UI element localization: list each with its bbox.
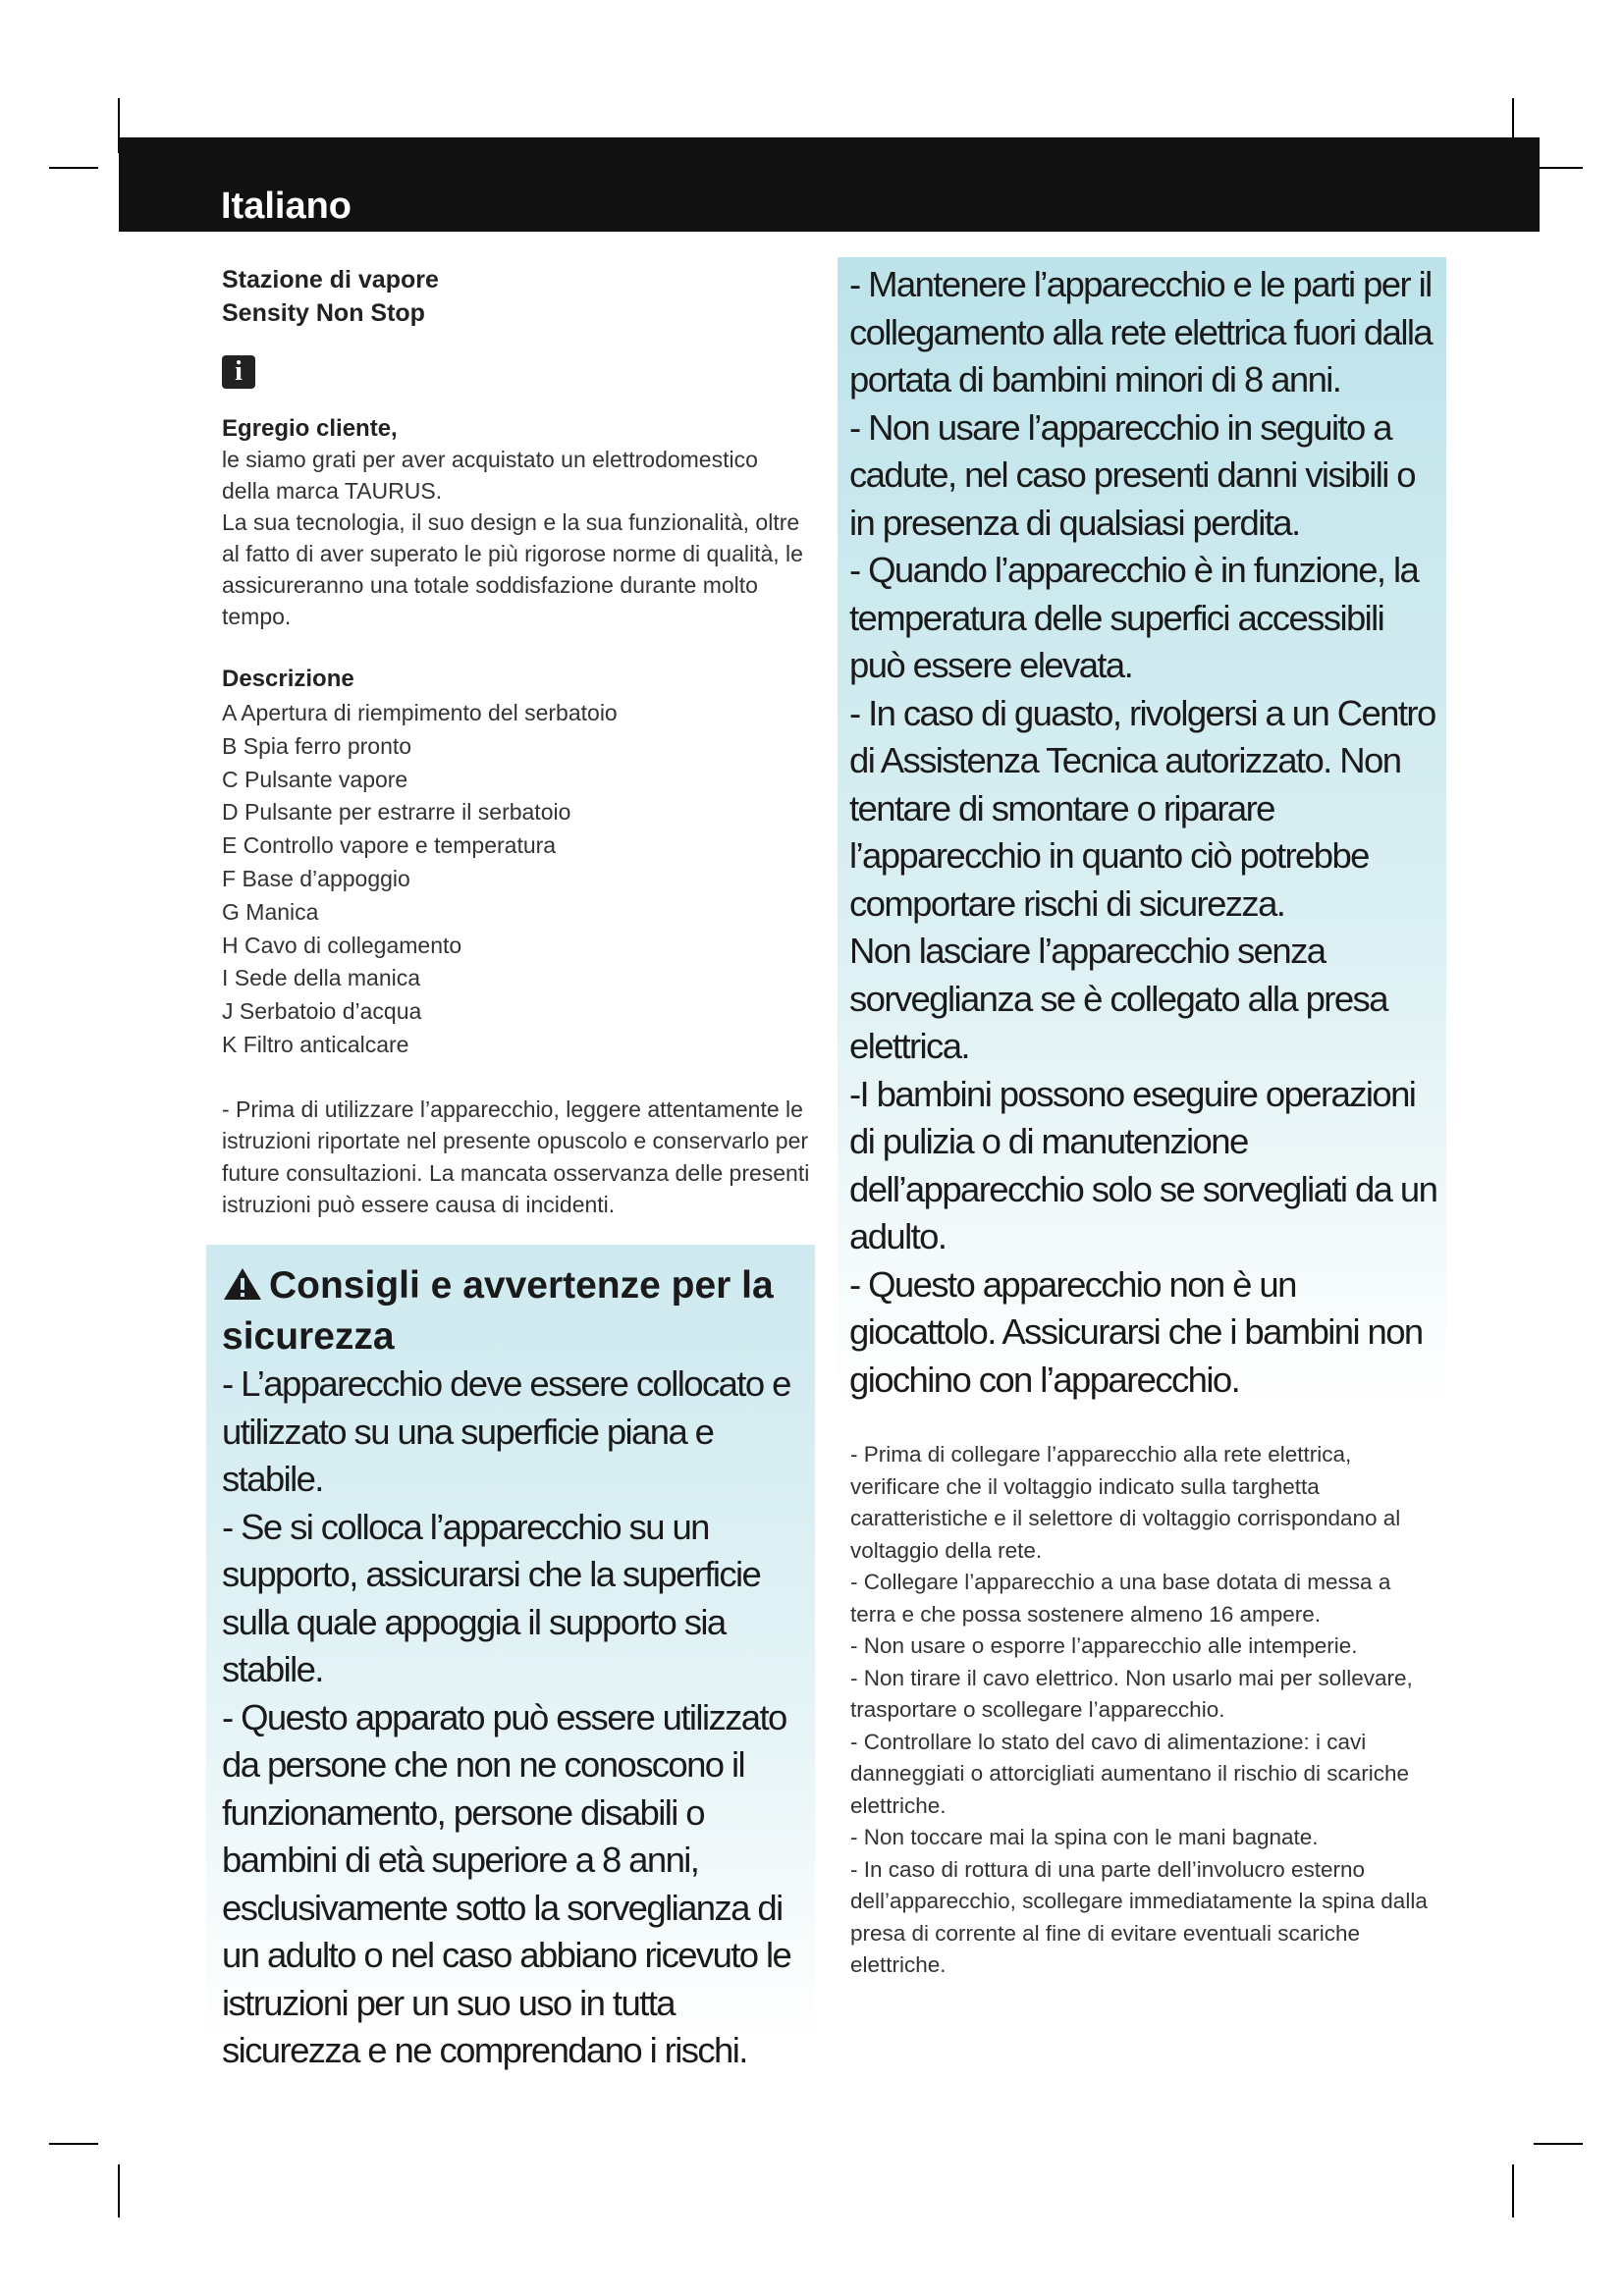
warning-icon [222,1266,263,1313]
safety-item: - Mantenere l’apparecchio e le parti per il collegamento alla rete elettrica fuori dalla portata di bambini minori di 8 anni. [849,264,1433,400]
electrical-safety-item: - Collegare l’apparecchio a una base dotata di messa a terra e che possa sostenere almeno 16 ampere. [850,1570,1391,1627]
crop-mark [1512,2164,1514,2217]
description-item: I Sede della manica [222,965,421,991]
electrical-safety-item: - In caso di rottura di una parte dell’involucro esterno dell’apparecchio, scollegare immediatamente la spina dalla presa di corrente al fine di evitare eventuali scariche elettriche. [850,1856,1428,1977]
description-item: E Controllo vapore e temperatura [222,832,557,859]
safety-box-right [838,257,1446,1406]
product-type: Stazione di vapore [222,266,439,294]
description-item: D Pulsante per estrarre il serbatoio [222,799,571,826]
safety-item: - L’apparecchio deve essere collocato e utilizzato su una superficie piana e stabile. [222,1363,790,1499]
read-instructions-text: - Prima di utilizzare l’apparecchio, leggere attentamente le istruzioni riportate nel presente opuscolo e conservarlo per future consultazioni. La mancata osservanza delle presenti istruzioni può essere causa di incidenti. [222,1095,810,1218]
language-title: Italiano [221,186,352,227]
description-item: K Filtro anticalcare [222,1031,409,1057]
safety-item: - Questo apparato può essere utilizzato da persone che non ne conoscono il funzionamento, persone disabili o bambini di età superiore a 8 anni, esclusivamente sotto la sorveglianza di un adulto o nel caso abbiano ricevuto le istruzioni per un suo uso in tutta sicurezza e ne comprendano i rischi. [222,1696,791,2070]
description-list [222,697,811,1062]
greeting: Egregio cliente, [222,415,398,442]
description-item: H Cavo di collegamento [222,932,462,958]
safety-item: - In caso di guasto, rivolgersi a un Centro di Assistenza Tecnica autorizzato. Non tentare di smontare o riparare l’apparecchio in quanto ciò potrebbe comportare rischi di sicurezza. [849,692,1435,924]
product-model: Sensity Non Stop [222,299,425,327]
safety-list-left [222,1361,811,2075]
description-title: Descrizione [222,666,354,692]
safety-item: - Non usare l’apparecchio in seguito a cadute, nel caso presenti danni visibili o in presenza di qualsiasi perdita. [849,406,1415,543]
description-item: G Manica [222,898,319,925]
left-column [222,263,811,1244]
intro-paragraph-1: le siamo grati per aver acquistato un elettrodomestico della marca TAURUS. [222,447,758,504]
safety-list-right [849,261,1444,1404]
electrical-safety-item: - Non toccare mai la spina con le mani bagnate. [850,1825,1319,1849]
safety-item: -I bambini possono eseguire operazioni di pulizia o di manutenzione dell’apparecchio solo se sorvegliati da un adulto. [849,1073,1437,1256]
intro-paragraph-2: La sua tecnologia, il suo design e la sua funzionalità, oltre al fatto di aver superato le più rigorose norme di qualità, le assicureranno una totale soddisfazione durante molto tempo. [222,509,803,629]
crop-mark [49,167,98,169]
description-item: A Apertura di riempimento del serbatoio [222,700,618,725]
description-item: C Pulsante vapore [222,766,408,792]
description-item: J Serbatoio d’acqua [222,998,422,1025]
description-item: F Base d’appoggio [222,865,410,891]
safety-heading [222,1262,811,1361]
electrical-safety-item: - Prima di collegare l’apparecchio alla rete elettrica, verificare che il voltaggio indicato sulla targhetta caratteristiche e il selettore di voltaggio corrispondano al voltaggio della rete. [850,1442,1401,1563]
crop-mark [118,2164,120,2217]
safety-item: - Se si colloca l’apparecchio su un supporto, assicurarsi che la superficie sulla quale appoggia il supporto sia stabile. [222,1506,761,1689]
safety-box-left [206,1245,815,2070]
description-item: B Spia ferro pronto [222,732,412,759]
crop-mark [1534,167,1583,169]
electrical-safety-item: - Controllare lo stato del cavo di alimentazione: i cavi danneggiati o attorcigliati aumentano il rischio di scariche elettriche. [850,1729,1410,1818]
electrical-safety-item: - Non usare o esporre l’apparecchio alle intemperie. [850,1633,1358,1658]
safety-item: - Quando l’apparecchio è in funzione, la temperatura delle superfici accessibili può essere elevata. [849,550,1419,685]
crop-mark [1534,2143,1583,2145]
header-bar [119,137,1540,232]
safety-item: - Questo apparecchio non è un giocattolo. Assicurarsi che i bambini non giochino con l’apparecchio. [849,1263,1423,1400]
electrical-safety-list [850,1439,1439,1982]
info-icon: i [222,355,255,389]
electrical-safety-item: - Non tirare il cavo elettrico. Non usarlo mai per sollevare, trasportare o scollegare l’apparecchio. [850,1665,1413,1722]
safety-item: Non lasciare l’apparecchio senza sorveglianza se è collegato alla presa elettrica. [849,931,1387,1066]
crop-mark [49,2143,98,2145]
safety-heading-text: Consigli e avvertenze per la sicurezza [222,1264,774,1358]
